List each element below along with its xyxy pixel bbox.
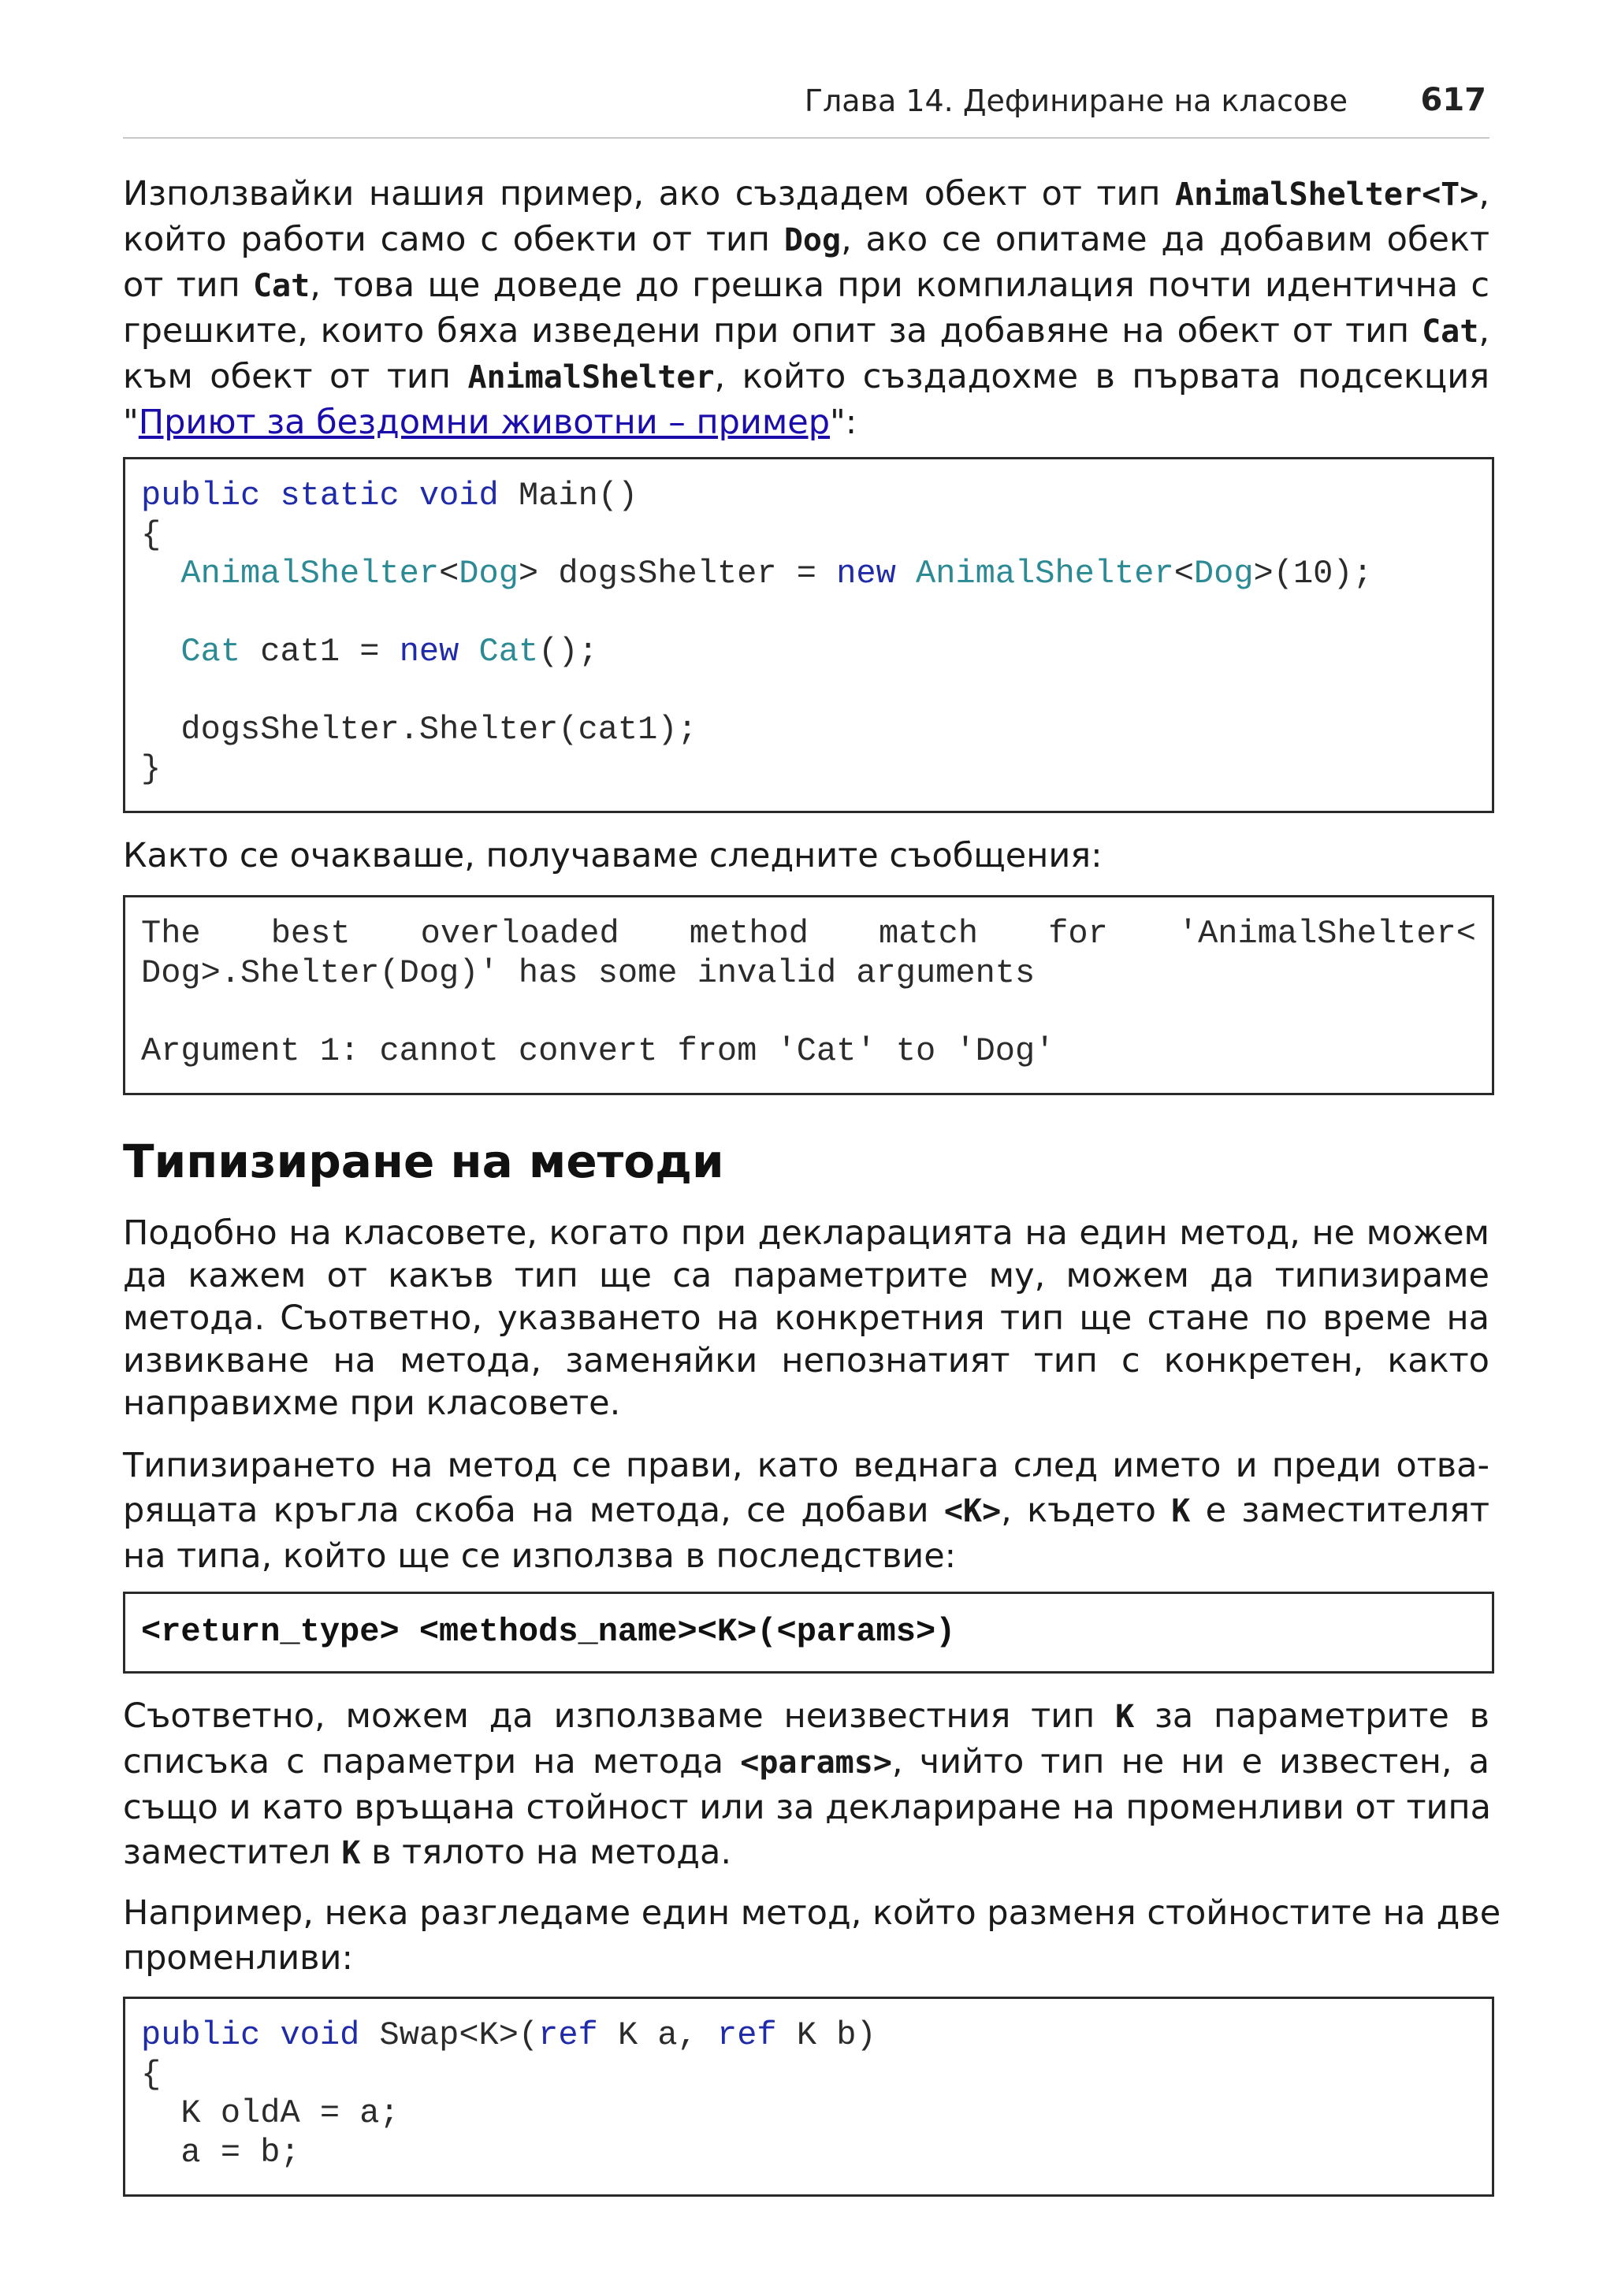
paragraph-example: Например, нека разгледаме един метод, който разменя стойностите на две променливи:	[123, 1893, 1501, 1978]
code-block-swap: public void Swap<K>(ref K a, ref K b) { K oldA = a; a = b;	[123, 1997, 1494, 2197]
inline-code: K	[1171, 1493, 1191, 1529]
intro-paragraph: Използвайки нашия пример, ако създадем обект от тип AnimalShelter<T>, който работи само с обекти от тип Dog, ако се опитаме да добавим обект от тип Cat, това ще доведе до грешка при компилация почти идентична с грешките, които бяха изведени при опит за добавяне на обект от тип Cat, към обект от тип AnimalShelter, който създадохме в първата подсекция "Приют за бездомни животни – пример":	[123, 174, 1490, 442]
error-message-box: The best overloaded method match for 'AnimalShelter< Dog>.Shelter(Dog)' has some invalid arguments Argument 1: cannot convert from 'Cat' to 'Dog'	[123, 895, 1494, 1095]
inline-code: K	[341, 1835, 361, 1871]
section-heading: Типизиране на методи	[123, 1135, 724, 1188]
section-link[interactable]: Приют за бездомни животни – пример	[138, 403, 831, 442]
inline-code: Cat	[252, 268, 311, 304]
inline-code: <params>	[740, 1744, 892, 1781]
paragraph-params: Съответно, можем да използваме неизвестния тип K за параметрите в списъка с параметри на метода <params>, чийто тип не ни е известен, а също и като връщана стойност или за деклариране на променливи от типа заместител K в тялото на метода.	[123, 1696, 1491, 1872]
chapter-title: Глава 14. Дефиниране на класове	[804, 84, 1348, 118]
inline-code: AnimalShelter	[467, 359, 715, 396]
page-number: 617	[1420, 82, 1486, 118]
inline-code: Cat	[1422, 314, 1479, 350]
error-line-1: The best overloaded method match for 'AnimalShelter<	[141, 915, 1476, 953]
inline-code: AnimalShelter<T>	[1175, 176, 1479, 213]
code-block-main: public static void Main() { AnimalShelter<Dog> dogsShelter = new AnimalShelter<Dog>(10); Cat cat1 = new Cat(); dogsShelter.Shelter(cat1); }	[123, 457, 1494, 813]
signature-box: <return_type> <methods_name><K>(<params>)	[123, 1592, 1494, 1674]
inline-code: Dog	[783, 222, 842, 258]
expected-text: Както се очакваше, получаваме следните съобщения:	[123, 836, 1103, 875]
page-header	[123, 82, 1489, 139]
paragraph-typing: Типизирането на метод се прави, като веднага след името и преди отва- рящата кръгла скоба на метода, се добави <K>, където K е заместителят на типа, който ще се използва в последствие:	[123, 1446, 1489, 1576]
inline-code: K	[1115, 1699, 1135, 1735]
inline-code: <K>	[943, 1493, 1002, 1529]
paragraph-generic-methods: Подобно на класовете, когато при декларацията на един метод, не можем да кажем от какъв тип ще са параметрите му, можем да типизираме метода. Съответно, указването на конкретния тип ще стане по време на извикване на метода, заменяйки непознатият тип с конкретен, както направихме при класовете.	[123, 1213, 1489, 1423]
